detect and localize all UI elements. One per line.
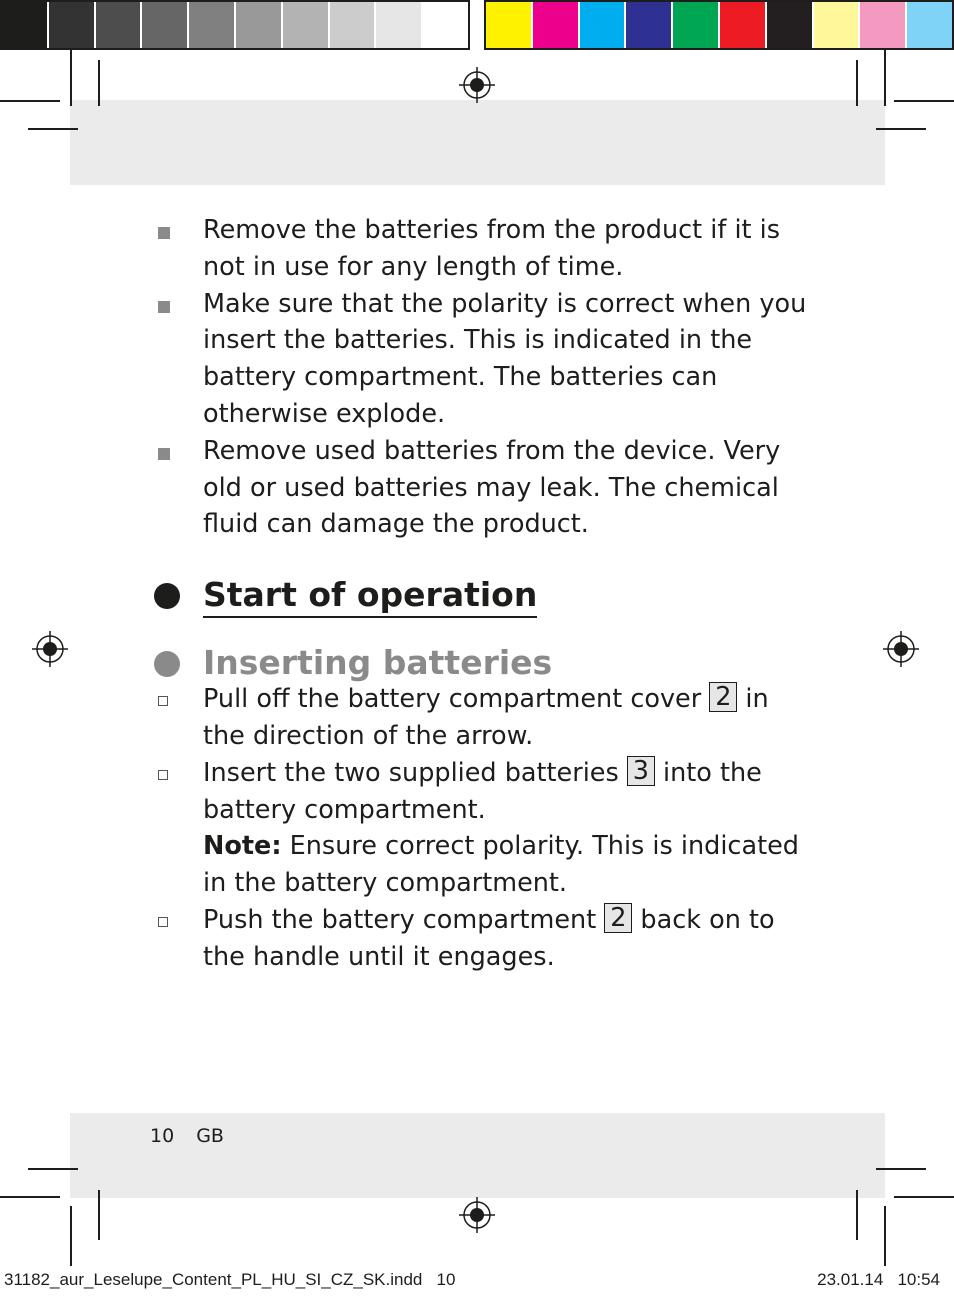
- color-swatch: [580, 2, 627, 48]
- color-swatch: [423, 2, 468, 48]
- color-swatch: [767, 2, 814, 48]
- color-swatch: [533, 2, 580, 48]
- registration-mark-icon: [459, 1197, 495, 1233]
- crop-mark: [28, 128, 78, 130]
- slug-filename: 31182_aur_Leselupe_Content_PL_HU_SI_CZ_SK.indd 10: [4, 1270, 456, 1289]
- safety-list-item: [150, 433, 810, 543]
- registration-mark-icon: [32, 631, 68, 667]
- subsection-heading: [150, 643, 810, 683]
- checkbox-bullet-icon: [158, 917, 168, 927]
- registration-mark-icon: [459, 67, 495, 103]
- crop-mark: [98, 60, 100, 106]
- language-code: GB: [196, 1125, 224, 1147]
- step-text-after: back on to the handle until it engages.: [203, 904, 775, 972]
- square-bullet-icon: [158, 301, 170, 313]
- process-color-bar: [484, 0, 954, 50]
- crop-mark: [876, 128, 926, 130]
- page-footer: [150, 1125, 224, 1147]
- color-swatch: [720, 2, 767, 48]
- color-swatch: [236, 2, 283, 48]
- part-reference: 2: [604, 903, 632, 933]
- heading-dot-icon: [154, 583, 180, 609]
- square-bullet-icon: [158, 227, 170, 239]
- crop-mark: [856, 60, 858, 106]
- color-swatch: [486, 2, 533, 48]
- step-text-after: in the direction of the arrow.: [203, 684, 769, 751]
- safety-list-item: [150, 212, 810, 286]
- heading-dot-icon: [154, 651, 180, 677]
- section-title: Start of operation: [203, 575, 537, 618]
- crop-mark: [28, 1168, 78, 1170]
- part-reference: 2: [709, 682, 737, 712]
- step-text-before: Insert the two supplied batteries: [203, 757, 627, 788]
- slug-date-time: 23.01.14 10:54: [817, 1270, 940, 1289]
- header-band: [70, 100, 885, 185]
- color-swatch: [189, 2, 236, 48]
- registration-mark-icon: [883, 631, 919, 667]
- crop-mark: [0, 1196, 60, 1198]
- section-heading: [150, 575, 810, 615]
- step-text-before: Push the battery compartment: [203, 904, 605, 935]
- step-item: [150, 681, 810, 755]
- crop-mark: [70, 50, 72, 106]
- safety-text: Make sure that the polarity is correct when you insert the batteries. This is indicated in the battery compartment. The batteries can otherwise explode.: [203, 288, 807, 429]
- square-bullet-icon: [158, 448, 170, 460]
- color-swatch: [626, 2, 673, 48]
- part-reference: 3: [627, 756, 655, 786]
- color-swatch: [330, 2, 377, 48]
- crop-mark: [70, 1206, 72, 1266]
- color-swatch: [49, 2, 96, 48]
- color-swatch: [673, 2, 720, 48]
- step-text-before: Pull off the battery compartment cover: [203, 684, 710, 715]
- note-label: Note:: [203, 831, 282, 862]
- subsection-title: Inserting batteries: [203, 643, 553, 683]
- step-item: [150, 755, 810, 902]
- checkbox-bullet-icon: [158, 770, 168, 780]
- color-swatch: [376, 2, 423, 48]
- note: [203, 828, 810, 902]
- crop-mark: [856, 1190, 858, 1240]
- crop-mark: [894, 100, 954, 102]
- color-swatch: [814, 2, 861, 48]
- safety-text: Remove used batteries from the device. Very old or used batteries may leak. The chemical fluid can damage the product.: [203, 435, 781, 540]
- crop-mark: [98, 1190, 100, 1240]
- color-swatch: [283, 2, 330, 48]
- page-content: [150, 212, 810, 976]
- crop-mark: [0, 100, 60, 102]
- crop-mark: [884, 1206, 886, 1266]
- safety-text: Remove the batteries from the product if it is not in use for any length of time.: [203, 215, 780, 282]
- checkbox-bullet-icon: [158, 696, 168, 706]
- grayscale-color-bar: [0, 0, 470, 50]
- safety-list-item: [150, 286, 810, 433]
- step-item: [150, 902, 810, 976]
- color-swatch: [2, 2, 49, 48]
- crop-mark: [884, 50, 886, 106]
- note-text: Ensure correct polarity. This is indicated in the battery compartment.: [203, 831, 799, 899]
- step-text-after: into the battery compartment.: [203, 757, 762, 825]
- crop-mark: [894, 1196, 954, 1198]
- color-swatch: [907, 2, 952, 48]
- crop-mark: [876, 1168, 926, 1170]
- page-number: 10: [150, 1125, 175, 1147]
- color-swatch: [142, 2, 189, 48]
- color-swatch: [96, 2, 143, 48]
- color-swatch: [860, 2, 907, 48]
